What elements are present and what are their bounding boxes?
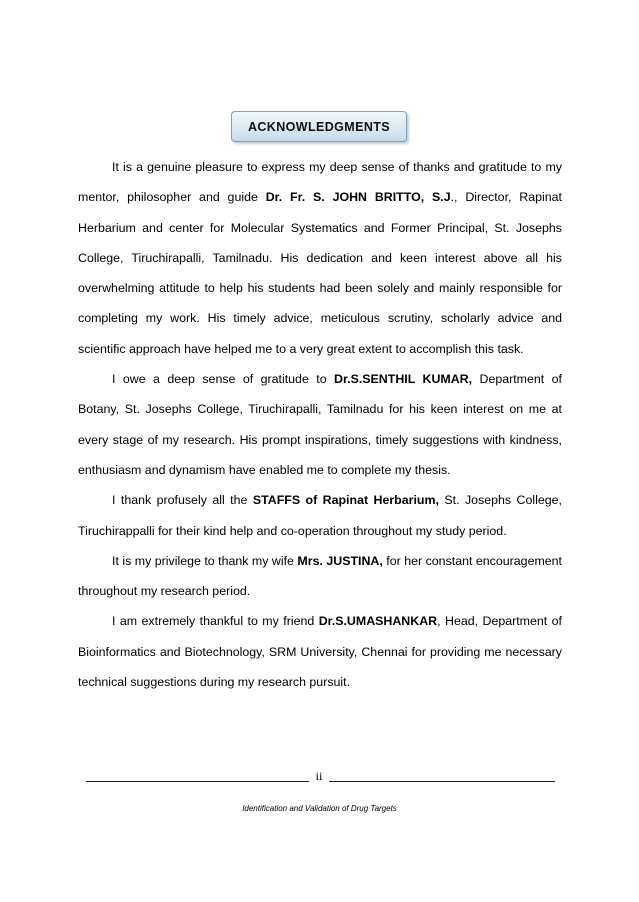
page-title: ACKNOWLEDGMENTS bbox=[247, 119, 391, 134]
paragraph-text: I owe a deep sense of gratitude to bbox=[112, 372, 335, 387]
acknowledgments-body bbox=[78, 152, 562, 697]
person-name: Dr. Fr. S. JOHN BRITTO, S.J bbox=[265, 190, 451, 205]
paragraph-text: I am extremely thankful to my friend bbox=[112, 614, 319, 629]
paragraph-1 bbox=[78, 152, 562, 364]
footer-caption: Identification and Validation of Drug Targets bbox=[242, 804, 397, 813]
organization-name: STAFFS of Rapinat Herbarium, bbox=[252, 493, 439, 508]
paragraph-3 bbox=[78, 485, 562, 546]
person-name: Mrs. JUSTINA, bbox=[297, 553, 383, 568]
paragraph-text: Department of Botany, St. Josephs College, Tiruchirapalli, Tamilnadu for his keen interest on me at every stage of my research. His prompt inspirations, timely suggestions with kindness, enthusiasm and dynamism have enabled me to complete my thesis. bbox=[78, 372, 562, 477]
paragraph-5 bbox=[78, 606, 562, 697]
paragraph-text: ., Director, Rapinat Herbarium and center for Molecular Systematics and Former Principal, St. Josephs College, Tiruchirapalli, Tamilnadu. His dedication and keen interest above all his overwhelming attitude to help his students had been solely and mainly responsible for completing my work. His timely advice, meticulous scrutiny, scholarly advice and scientific approach have helped me to a very great extent to accomplish this task. bbox=[78, 190, 562, 356]
paragraph-4 bbox=[78, 546, 562, 607]
paragraph-text: St. Josephs College, Tiruchirappalli for their kind help and co-operation throughout my study period. bbox=[78, 493, 562, 538]
person-name: Dr.S.SENTHIL KUMAR, bbox=[334, 372, 473, 387]
paragraph-text: for her constant encouragement throughout my research period. bbox=[78, 553, 563, 599]
person-name: Dr.S.UMASHANKAR bbox=[318, 614, 438, 629]
page-number: ii bbox=[309, 769, 329, 783]
paragraph-text: It is a genuine pleasure to express my deep sense of thanks and gratitude to my mentor, philosopher and guide bbox=[78, 160, 562, 205]
paragraph-text: , Head, Department of Bioinformatics and Biotechnology, SRM University, Chennai for providing me necessary technical suggestions during my research pursuit. bbox=[78, 614, 563, 690]
paragraph-text: It is my privilege to thank my wife bbox=[112, 553, 298, 568]
paragraph-2 bbox=[78, 364, 562, 485]
heading-box bbox=[231, 111, 407, 142]
paragraph-text: I thank profusely all the bbox=[112, 493, 253, 508]
